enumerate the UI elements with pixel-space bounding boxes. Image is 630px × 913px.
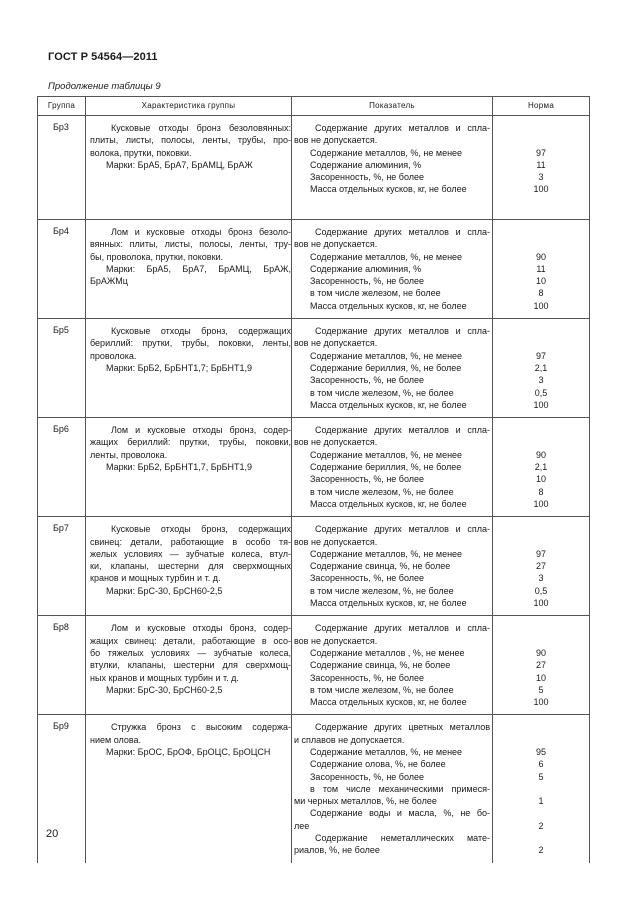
group-norms: 90 11 10 8 100	[493, 220, 590, 319]
group-characteristic: Кусковые отходы бронз безоловянных: плиты, листы, полосы, ленты, трубы, про- волока, прутки, поковки. Марки: БрА5, БрА7, БрАМЦ, БрАЖ	[86, 116, 292, 220]
group-characteristic: Лом и кусковые отходы бронз, содер- жащих свинец: детали, работающие в осо- бо тяжелых условиях — зубчатые колеса, втулки, клапаны, шестерни для сверхмощ- ных кранов и мощных турбин и т. д. Марки: БрС-30, БрСН60-2,5	[86, 616, 292, 715]
table-header-row	[38, 97, 590, 116]
spec-table	[37, 96, 590, 863]
group-code: Бр7	[38, 517, 86, 616]
group-indicators: Содержание других металлов и спла- вов не допускается. Содержание металлов, %, не менее Содержание бериллия, %, не более Засоренность, %, не более в том числе железом, %, не более Масса отдельных кусков, кг, не более	[292, 418, 493, 517]
table-row	[38, 715, 590, 863]
group-norms: 90 27 10 5 100	[493, 616, 590, 715]
table-row	[38, 616, 590, 715]
group-characteristic: Стружка бронз с высоким содержа- нием олова. Марки: БрОС, БрОФ, БрОЦС, БрОЦСН	[86, 715, 292, 863]
group-code: Бр6	[38, 418, 86, 517]
group-norms: 97 11 3 100	[493, 116, 590, 220]
table-row	[38, 220, 590, 319]
group-norms: 97 2,1 3 0,5 100	[493, 319, 590, 418]
table-row	[38, 517, 590, 616]
group-indicators: Содержание других цветных металлов и сплавов не допускается. Содержание металлов, %, не менее Содержание олова, %, не более Засоренность, %, не более в том числе механическими примеся- ми черных металлов, %, не более Содержание воды и масла, %, не бо- лее Содержание неметаллических мате- риалов, %, не более	[292, 715, 493, 863]
col-header-norm: Норма	[493, 97, 590, 116]
page-number: 20	[46, 828, 59, 840]
group-code: Бр8	[38, 616, 86, 715]
col-header-indicator: Показатель	[292, 97, 493, 116]
col-header-characteristic: Характеристика группы	[86, 97, 292, 116]
table-caption: Продолжение таблицы 9	[48, 81, 161, 92]
group-norms: 90 2,1 10 8 100	[493, 418, 590, 517]
document-code: ГОСТ Р 54564—2011	[48, 51, 158, 63]
group-indicators: Содержание других металлов и спла- вов не допускается. Содержание металлов, %, не менее Содержание алюминия, % Засоренность, %, не более Масса отдельных кусков, кг, не более	[292, 116, 493, 220]
group-characteristic: Лом и кусковые отходы бронз, содер- жащих бериллий: прутки, трубы, поковки, ленты, проволока. Марки: БрБ2, БрБНТ1,7, БрБНТ1,9	[86, 418, 292, 517]
group-characteristic: Кусковые отходы бронз, содержащих бериллий: прутки, трубы, поковки, ленты, проволока. Марки: БрБ2, БрБНТ1,7; БрБНТ1,9	[86, 319, 292, 418]
group-indicators: Содержание других металлов и спла- вов не допускается. Содержание металлов, %, не менее Содержание бериллия, %, не более Засоренность, %, не более в том числе железом, %, не более Масса отдельных кусков, кг, не более	[292, 319, 493, 418]
group-code: Бр4	[38, 220, 86, 319]
group-norms: 97 27 3 0,5 100	[493, 517, 590, 616]
group-code: Бр5	[38, 319, 86, 418]
col-header-group: Группа	[38, 97, 86, 116]
group-code: Бр9	[38, 715, 86, 863]
table-row	[38, 418, 590, 517]
group-characteristic: Кусковые отходы бронз, содержащих свинец: детали, работающие в особо тя- желых условиях — зубчатые колеса, втул- ки, клапаны, шестерни для сверхмощных кранов и мощных турбин и т. д. Марки: БрС-30, БрСН60-2,5	[86, 517, 292, 616]
table-row	[38, 116, 590, 220]
group-norms: 95 6 5 1 2 2	[493, 715, 590, 863]
table-row	[38, 319, 590, 418]
group-characteristic: Лом и кусковые отходы бронз безоло- вянных: плиты, листы, полосы, ленты, тру- бы, проволока, прутки, поковки. Марки: БрА5, БрА7, БрАМЦ, БрАЖ, БрАЖМц	[86, 220, 292, 319]
group-indicators: Содержание других металлов и спла- вов не допускается. Содержание металлов , %, не менее Содержание свинца, %, не более Засоренность, %, не более в том числе железом, %, не более Масса отдельных кусков, кг, не более	[292, 616, 493, 715]
group-code: Бр3	[38, 116, 86, 220]
group-indicators: Содержание других металлов и спла- вов не допускается. Содержание металлов, %, не менее Содержание алюминия, % Засоренность, %, не более в том числе железом, не более Масса отдельных кусков, кг, не более	[292, 220, 493, 319]
group-indicators: Содержание других металлов и спла- вов не допускается. Содержание металлов, %, не менее Содержание свинца, %, не более Засоренность, %, не более в том числе железом, %, не более Масса отдельных кусков, кг, не более	[292, 517, 493, 616]
